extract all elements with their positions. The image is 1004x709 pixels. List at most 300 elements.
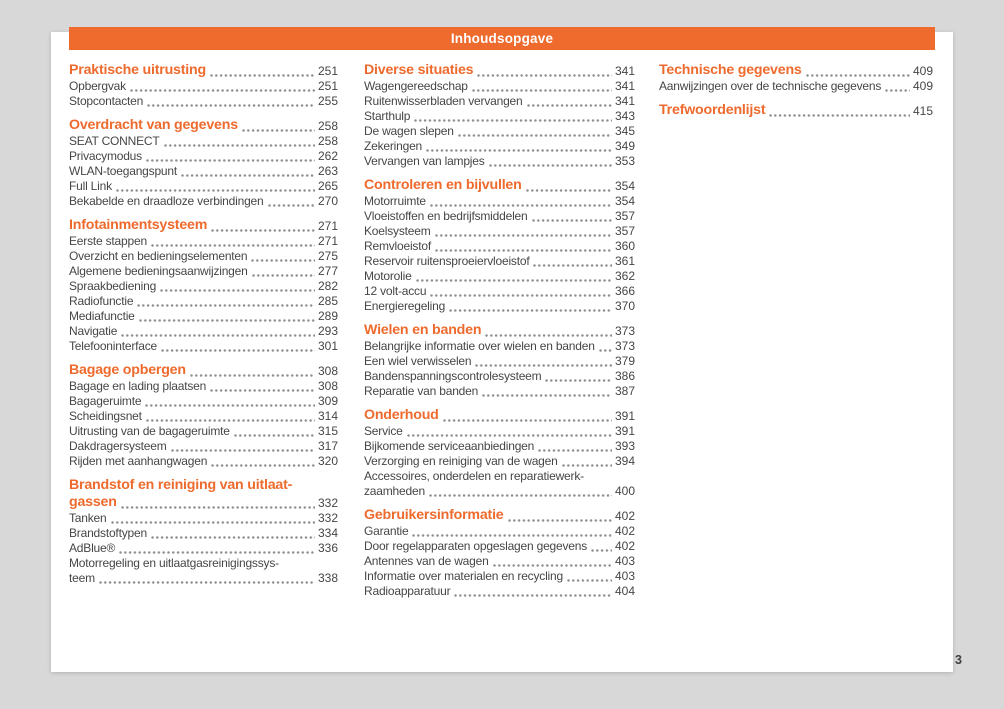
toc-entry[interactable] bbox=[69, 94, 338, 109]
toc-item-row bbox=[69, 79, 338, 94]
toc-entry[interactable] bbox=[69, 324, 338, 339]
toc-entry[interactable] bbox=[364, 554, 635, 569]
toc-item-row bbox=[69, 309, 338, 324]
toc-item-label: Brandstoftypen bbox=[69, 526, 147, 540]
toc-page-ref: 402 bbox=[614, 539, 635, 553]
dotted-leader bbox=[268, 196, 315, 208]
toc-item-row bbox=[69, 394, 338, 409]
dotted-leader bbox=[151, 528, 315, 540]
toc-entry[interactable] bbox=[69, 179, 338, 194]
dotted-leader bbox=[508, 511, 612, 523]
toc-entry[interactable] bbox=[364, 469, 635, 499]
dotted-leader bbox=[139, 311, 315, 323]
dotted-leader bbox=[591, 541, 612, 553]
toc-column-2 bbox=[364, 62, 635, 599]
toc-page-ref: 357 bbox=[614, 224, 635, 238]
toc-entry[interactable] bbox=[364, 524, 635, 539]
toc-item-row bbox=[69, 362, 338, 379]
toc-page-ref: 387 bbox=[614, 384, 635, 398]
toc-item-row bbox=[364, 139, 635, 154]
toc-item-row bbox=[364, 369, 635, 384]
dotted-leader bbox=[147, 96, 315, 108]
chapter-header-title: Inhoudsopgave bbox=[450, 31, 554, 46]
toc-entry[interactable] bbox=[364, 139, 635, 154]
toc-page-ref: 308 bbox=[317, 379, 338, 393]
toc-item-label: Navigatie bbox=[69, 324, 118, 338]
toc-column-3 bbox=[659, 62, 933, 119]
toc-section-heading[interactable] bbox=[69, 477, 338, 511]
toc-page-ref: 332 bbox=[317, 511, 338, 525]
dotted-leader bbox=[769, 106, 910, 118]
toc-section-heading[interactable] bbox=[364, 177, 635, 194]
toc-item-label: Radiofunctie bbox=[69, 294, 134, 308]
toc-item-label: Scheidingsnet bbox=[69, 409, 142, 423]
toc-item-label: Koelsysteem bbox=[364, 224, 431, 238]
dotted-leader bbox=[160, 281, 315, 293]
toc-item-label: Full Link bbox=[69, 179, 112, 193]
toc-item-row bbox=[364, 539, 635, 554]
toc-entry[interactable] bbox=[69, 264, 338, 279]
toc-entry[interactable] bbox=[364, 269, 635, 284]
toc-item-row bbox=[69, 379, 338, 394]
toc-entry[interactable] bbox=[364, 254, 635, 269]
toc-page-ref: 289 bbox=[317, 309, 338, 323]
toc-item-label: WLAN-toegangspunt bbox=[69, 164, 177, 178]
toc-item-row bbox=[364, 507, 635, 524]
dotted-leader bbox=[443, 411, 612, 423]
toc-item-row bbox=[364, 484, 635, 499]
toc-item-row bbox=[364, 269, 635, 284]
toc-page-ref: 251 bbox=[317, 79, 338, 93]
toc-item-label: Wagengereedschap bbox=[364, 79, 468, 93]
toc-item-label: Controleren en bijvullen bbox=[364, 177, 522, 193]
toc-entry[interactable] bbox=[364, 94, 635, 109]
toc-entry[interactable] bbox=[69, 511, 338, 526]
toc-page-ref: 341 bbox=[614, 64, 635, 78]
toc-page-ref: 308 bbox=[317, 364, 338, 378]
toc-item-row bbox=[69, 339, 338, 354]
toc-page-ref: 332 bbox=[317, 496, 338, 510]
toc-entry[interactable] bbox=[69, 279, 338, 294]
dotted-leader bbox=[885, 81, 910, 93]
toc-item-label: De wagen slepen bbox=[364, 124, 454, 138]
toc-page-ref: 293 bbox=[317, 324, 338, 338]
toc-item-row bbox=[69, 249, 338, 264]
toc-entry[interactable] bbox=[364, 539, 635, 554]
dotted-leader bbox=[430, 196, 612, 208]
toc-section-heading[interactable] bbox=[69, 62, 338, 79]
toc-item-row bbox=[659, 79, 933, 94]
toc-item-row bbox=[364, 384, 635, 399]
toc-item-row bbox=[69, 409, 338, 424]
page-number: 3 bbox=[955, 653, 962, 667]
toc-page-ref: 353 bbox=[614, 154, 635, 168]
toc-item-row bbox=[364, 194, 635, 209]
dotted-leader bbox=[111, 513, 315, 525]
toc-item-label: Remvloeistof bbox=[364, 239, 431, 253]
toc-item-label: Uitrusting van de bagageruimte bbox=[69, 424, 230, 438]
toc-page-ref: 285 bbox=[317, 294, 338, 308]
chapter-header-bar bbox=[69, 27, 935, 50]
toc-entry[interactable] bbox=[364, 124, 635, 139]
dotted-leader bbox=[532, 211, 612, 223]
toc-item-label: Bagageruimte bbox=[69, 394, 142, 408]
toc-item-label: AdBlue® bbox=[69, 541, 116, 555]
dotted-leader bbox=[242, 121, 315, 133]
toc-page-ref: 334 bbox=[317, 526, 338, 540]
toc-item-row bbox=[69, 264, 338, 279]
dotted-leader bbox=[210, 381, 315, 393]
dotted-leader bbox=[407, 426, 612, 438]
toc-entry[interactable] bbox=[69, 424, 338, 439]
dotted-leader bbox=[252, 266, 315, 278]
toc-entry[interactable] bbox=[69, 439, 338, 454]
dotted-leader bbox=[430, 286, 612, 298]
toc-item-label: Praktische uitrusting bbox=[69, 62, 206, 78]
toc-item-label-line1: Accessoires, onderdelen en reparatiewerk- bbox=[364, 469, 584, 483]
toc-item-row bbox=[69, 117, 338, 134]
toc-entry[interactable] bbox=[69, 234, 338, 249]
toc-entry[interactable] bbox=[69, 556, 338, 586]
dotted-leader bbox=[435, 226, 612, 238]
toc-entry[interactable] bbox=[69, 134, 338, 149]
dotted-leader bbox=[211, 221, 315, 233]
toc-section-heading[interactable] bbox=[69, 362, 338, 379]
dotted-leader bbox=[210, 66, 315, 78]
toc-section-heading[interactable] bbox=[69, 117, 338, 134]
dotted-leader bbox=[545, 371, 612, 383]
toc-entry[interactable] bbox=[69, 379, 338, 394]
toc-page-ref: 349 bbox=[614, 139, 635, 153]
toc-entry[interactable] bbox=[364, 454, 635, 469]
toc-page-ref: 391 bbox=[614, 424, 635, 438]
toc-item-row bbox=[364, 322, 635, 339]
toc-entry[interactable] bbox=[69, 249, 338, 264]
dotted-leader bbox=[416, 271, 612, 283]
dotted-leader bbox=[130, 81, 315, 93]
toc-page-ref: 370 bbox=[614, 299, 635, 313]
toc-item-label: Reparatie van banden bbox=[364, 384, 479, 398]
toc-item-row bbox=[364, 439, 635, 454]
toc-item-label: Privacymodus bbox=[69, 149, 142, 163]
toc-item-row bbox=[69, 424, 338, 439]
toc-item-row bbox=[69, 217, 338, 234]
toc-page-ref: 251 bbox=[317, 64, 338, 78]
toc-item-row bbox=[364, 569, 635, 584]
dotted-leader bbox=[482, 386, 612, 398]
toc-item-row bbox=[69, 179, 338, 194]
toc-section-heading[interactable] bbox=[364, 322, 635, 339]
toc-page-ref: 317 bbox=[317, 439, 338, 453]
toc-page-ref: 403 bbox=[614, 569, 635, 583]
toc-item-label: Dakdragersysteem bbox=[69, 439, 167, 453]
toc-item-row bbox=[69, 134, 338, 149]
toc-item-label: Aanwijzingen over de technische gegevens bbox=[659, 79, 882, 93]
toc-entry[interactable] bbox=[69, 79, 338, 94]
toc-item-label: SEAT CONNECT bbox=[69, 134, 160, 148]
toc-item-label: Bagage opbergen bbox=[69, 362, 186, 378]
toc-entry[interactable] bbox=[364, 299, 635, 314]
toc-entry[interactable] bbox=[364, 384, 635, 399]
toc-item-label: Belangrijke informatie over wielen en banden bbox=[364, 339, 595, 353]
toc-item-row bbox=[364, 177, 635, 194]
toc-item-label: Reservoir ruitensproeiervloeistof bbox=[364, 254, 530, 268]
toc-section-heading[interactable] bbox=[364, 407, 635, 424]
toc-item-label: Rijden met aanhangwagen bbox=[69, 454, 208, 468]
toc-item-row bbox=[69, 294, 338, 309]
toc-entry[interactable] bbox=[69, 526, 338, 541]
toc-item-label: Opbergvak bbox=[69, 79, 126, 93]
toc-entry[interactable] bbox=[364, 424, 635, 439]
dotted-leader bbox=[475, 356, 612, 368]
toc-item-label: gassen bbox=[69, 494, 117, 510]
toc-item-label: Service bbox=[364, 424, 403, 438]
toc-page-ref: 270 bbox=[317, 194, 338, 208]
toc-section-heading[interactable] bbox=[659, 102, 933, 119]
toc-item-row bbox=[69, 526, 338, 541]
toc-item-label: Motorolie bbox=[364, 269, 412, 283]
toc-item-row bbox=[364, 224, 635, 239]
dotted-leader bbox=[477, 66, 612, 78]
toc-page-ref: 265 bbox=[317, 179, 338, 193]
toc-entry[interactable] bbox=[364, 354, 635, 369]
toc-section-heading[interactable] bbox=[659, 62, 933, 79]
dotted-leader bbox=[449, 301, 612, 313]
toc-entry[interactable] bbox=[69, 164, 338, 179]
toc-page-ref: 386 bbox=[614, 369, 635, 383]
toc-item-label: Wielen en banden bbox=[364, 322, 482, 338]
toc-item-row bbox=[364, 339, 635, 354]
toc-item-label: Vervangen van lampjes bbox=[364, 154, 485, 168]
toc-entry[interactable] bbox=[69, 194, 338, 209]
dotted-leader bbox=[414, 111, 612, 123]
dotted-leader bbox=[526, 181, 612, 193]
toc-page-ref: 255 bbox=[317, 94, 338, 108]
toc-page-ref: 338 bbox=[317, 571, 338, 585]
toc-item-row bbox=[364, 524, 635, 539]
toc-item-row bbox=[364, 79, 635, 94]
dotted-leader bbox=[146, 151, 315, 163]
toc-page-ref: 373 bbox=[614, 339, 635, 353]
toc-page-ref: 373 bbox=[614, 324, 635, 338]
dotted-leader bbox=[161, 341, 315, 353]
dotted-leader bbox=[164, 136, 315, 148]
toc-entry[interactable] bbox=[69, 309, 338, 324]
toc-page-ref: 315 bbox=[317, 424, 338, 438]
toc-section-heading[interactable] bbox=[364, 507, 635, 524]
toc-item-row bbox=[69, 571, 338, 586]
dotted-leader bbox=[412, 526, 612, 538]
toc-entry[interactable] bbox=[364, 439, 635, 454]
dotted-leader bbox=[251, 251, 315, 263]
dotted-leader bbox=[454, 586, 612, 598]
toc-item-label: Stopcontacten bbox=[69, 94, 144, 108]
toc-item-label: Garantie bbox=[364, 524, 409, 538]
toc-item-label: Ruitenwisserbladen vervangen bbox=[364, 94, 523, 108]
dotted-leader bbox=[485, 326, 612, 338]
dotted-leader bbox=[489, 156, 612, 168]
toc-item-row bbox=[364, 109, 635, 124]
toc-item-row bbox=[69, 439, 338, 454]
dotted-leader bbox=[599, 341, 612, 353]
toc-item-label: Bijkomende serviceaanbiedingen bbox=[364, 439, 535, 453]
dotted-leader bbox=[145, 396, 315, 408]
toc-item-row bbox=[69, 234, 338, 249]
toc-page-ref: 345 bbox=[614, 124, 635, 138]
toc-entry[interactable] bbox=[364, 154, 635, 169]
toc-item-label: Bekabelde en draadloze verbindingen bbox=[69, 194, 264, 208]
dotted-leader bbox=[211, 456, 315, 468]
toc-item-label: Motorruimte bbox=[364, 194, 426, 208]
toc-item-label: Radioapparatuur bbox=[364, 584, 451, 598]
toc-page-ref: 391 bbox=[614, 409, 635, 423]
toc-item-row bbox=[69, 62, 338, 79]
toc-page-ref: 277 bbox=[317, 264, 338, 278]
toc-item-label: Starthulp bbox=[364, 109, 411, 123]
toc-page-ref: 258 bbox=[317, 134, 338, 148]
toc-entry[interactable] bbox=[364, 109, 635, 124]
toc-item-row bbox=[364, 154, 635, 169]
dotted-leader bbox=[121, 498, 315, 510]
dotted-leader bbox=[806, 66, 910, 78]
toc-page-ref: 402 bbox=[614, 524, 635, 538]
toc-item-row bbox=[364, 284, 635, 299]
dotted-leader bbox=[435, 241, 612, 253]
toc-item-label: Diverse situaties bbox=[364, 62, 474, 78]
toc-page-ref: 393 bbox=[614, 439, 635, 453]
toc-page-ref: 309 bbox=[317, 394, 338, 408]
toc-item-row bbox=[659, 102, 933, 119]
toc-entry[interactable] bbox=[364, 369, 635, 384]
toc-item-label: Bandenspanningscontrolesysteem bbox=[364, 369, 542, 383]
toc-entry[interactable] bbox=[69, 409, 338, 424]
toc-entry[interactable] bbox=[69, 454, 338, 469]
toc-item-row bbox=[364, 584, 635, 599]
toc-item-row bbox=[364, 62, 635, 79]
toc-item-row bbox=[69, 454, 338, 469]
toc-item-row bbox=[364, 454, 635, 469]
dotted-leader bbox=[99, 573, 315, 585]
dotted-leader bbox=[426, 141, 612, 153]
toc-item-label: Telefooninterface bbox=[69, 339, 157, 353]
toc-item-row bbox=[69, 494, 338, 511]
toc-column-1 bbox=[69, 62, 338, 586]
toc-item-row bbox=[364, 299, 635, 314]
toc-item-row bbox=[69, 164, 338, 179]
toc-entry[interactable] bbox=[364, 224, 635, 239]
toc-item-label: Mediafunctie bbox=[69, 309, 135, 323]
dotted-leader bbox=[472, 81, 612, 93]
toc-page-ref: 354 bbox=[614, 194, 635, 208]
toc-entry[interactable] bbox=[364, 239, 635, 254]
dotted-leader bbox=[146, 411, 315, 423]
toc-item-label: Algemene bedieningsaanwijzingen bbox=[69, 264, 248, 278]
toc-item-label: Informatie over materialen en recycling bbox=[364, 569, 563, 583]
toc-page-ref: 341 bbox=[614, 79, 635, 93]
toc-item-row bbox=[659, 62, 933, 79]
dotted-leader bbox=[171, 441, 315, 453]
toc-page-ref: 400 bbox=[614, 484, 635, 498]
toc-page-ref: 258 bbox=[317, 119, 338, 133]
toc-page-ref: 262 bbox=[317, 149, 338, 163]
toc-entry[interactable] bbox=[69, 541, 338, 556]
toc-item-row bbox=[69, 511, 338, 526]
toc-item-label: Infotainmentsysteem bbox=[69, 217, 208, 233]
toc-page-ref: 343 bbox=[614, 109, 635, 123]
toc-item-label: 12 volt-accu bbox=[364, 284, 427, 298]
toc-page-ref: 394 bbox=[614, 454, 635, 468]
toc-item-label: Gebruikersinformatie bbox=[364, 507, 504, 523]
toc-item-row bbox=[364, 254, 635, 269]
toc-item-label: Verzorging en reiniging van de wagen bbox=[364, 454, 558, 468]
toc-item-row bbox=[69, 324, 338, 339]
dotted-leader bbox=[190, 366, 315, 378]
dotted-leader bbox=[562, 456, 612, 468]
dotted-leader bbox=[137, 296, 315, 308]
toc-entry[interactable] bbox=[364, 194, 635, 209]
toc-page-ref: 409 bbox=[912, 64, 933, 78]
toc-page-ref: 314 bbox=[317, 409, 338, 423]
toc-item-row bbox=[364, 124, 635, 139]
toc-item-row bbox=[364, 94, 635, 109]
toc-entry[interactable] bbox=[659, 79, 933, 94]
toc-section-heading[interactable] bbox=[69, 217, 338, 234]
toc-page-ref: 271 bbox=[317, 234, 338, 248]
toc-entry[interactable] bbox=[364, 339, 635, 354]
toc-entry[interactable] bbox=[69, 149, 338, 164]
toc-item-label: Eerste stappen bbox=[69, 234, 147, 248]
toc-section-heading[interactable] bbox=[364, 62, 635, 79]
toc-entry[interactable] bbox=[364, 284, 635, 299]
dotted-leader bbox=[567, 571, 612, 583]
toc-item-row bbox=[364, 209, 635, 224]
toc-item-label: Spraakbediening bbox=[69, 279, 157, 293]
toc-entry[interactable] bbox=[69, 394, 338, 409]
toc-item-label: Een wiel verwisselen bbox=[364, 354, 472, 368]
toc-page-ref: 271 bbox=[317, 219, 338, 233]
dotted-leader bbox=[458, 126, 612, 138]
dotted-leader bbox=[116, 181, 315, 193]
toc-page-ref: 320 bbox=[317, 454, 338, 468]
toc-page-ref: 409 bbox=[912, 79, 933, 93]
toc-entry[interactable] bbox=[364, 79, 635, 94]
toc-item-row bbox=[364, 424, 635, 439]
dotted-leader bbox=[119, 543, 315, 555]
toc-item-label: Trefwoordenlijst bbox=[659, 102, 766, 118]
toc-page-ref: 301 bbox=[317, 339, 338, 353]
dotted-leader bbox=[181, 166, 315, 178]
toc-item-label-line1: Brandstof en reiniging van uitlaat- bbox=[69, 477, 293, 493]
toc-item-label: Bagage en lading plaatsen bbox=[69, 379, 207, 393]
toc-page-ref: 362 bbox=[614, 269, 635, 283]
toc-entry[interactable] bbox=[364, 209, 635, 224]
toc-item-row bbox=[69, 194, 338, 209]
toc-entry[interactable] bbox=[69, 294, 338, 309]
toc-page-ref: 263 bbox=[317, 164, 338, 178]
toc-entry[interactable] bbox=[364, 569, 635, 584]
toc-page-ref: 354 bbox=[614, 179, 635, 193]
toc-entry[interactable] bbox=[69, 339, 338, 354]
toc-item-label: Technische gegevens bbox=[659, 62, 802, 78]
toc-item-row bbox=[69, 279, 338, 294]
toc-page-ref: 403 bbox=[614, 554, 635, 568]
toc-entry[interactable] bbox=[364, 584, 635, 599]
toc-item-label: Zekeringen bbox=[364, 139, 423, 153]
toc-page-ref: 282 bbox=[317, 279, 338, 293]
toc-item-row bbox=[364, 239, 635, 254]
toc-page-ref: 415 bbox=[912, 104, 933, 118]
toc-item-label: Onderhoud bbox=[364, 407, 439, 423]
